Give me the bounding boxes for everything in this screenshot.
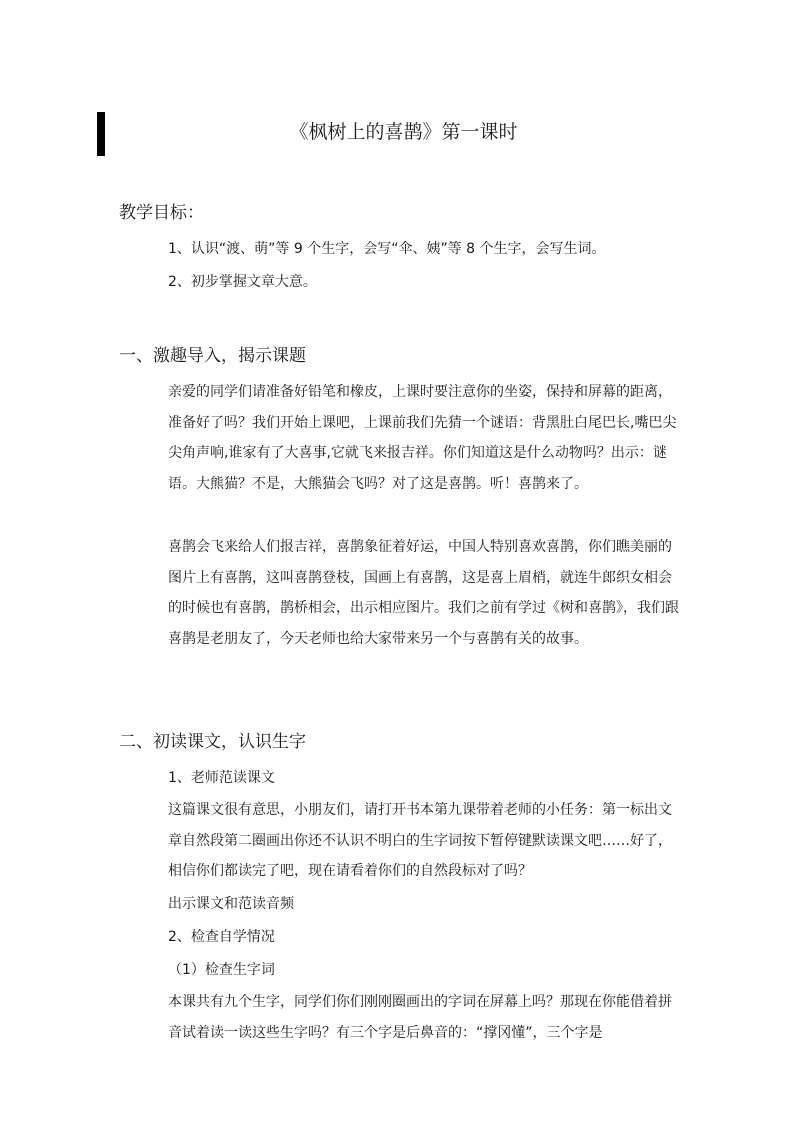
section2-paragraph-2: 本课共有九个生字，同学们你们刚刚圈画出的字词在屏幕上吗？那现在你能借着拼音试着读一读这些生字吗？有三个字是后鼻音的：“撑冈懂”，三个字是 — [168, 994, 672, 1041]
section2-heading: 二、初读课文，认识生字 — [119, 732, 306, 752]
section1-paragraph-2: 喜鹊会飞来给人们报吉祥，喜鹊象征着好运，中国人特别喜欢喜鹊，你们瞧美丽的图片上有喜鹊，这叫喜鹊登枝，国画上有喜鹊，这是喜上眉梢，就连牛郎织女相会的时候也有喜鹊，鹊桥相会，出示相应图片。我们之前有学过《树和喜鹊》，我们跟喜鹊是老朋友了，今天老师也给大家带来另一个与喜鹊有关的故事。 — [168, 539, 679, 647]
goal-item-1: 1、认识“渡、萌”等 9 个生字，会写“伞、姨”等 8 个生字，会写生词。 — [168, 241, 606, 257]
section2-step-2: 2、检查自学情况 — [168, 929, 275, 945]
goal-item-2: 2、初步掌握文章大意。 — [168, 274, 317, 290]
section2-paragraph-1: 这篇课文很有意思，小朋友们，请打开书本第九课带着老师的小任务：第一标出文章自然段第二圈画出你还不认识不明白的生字词按下暂停键默读课文吧……好了，相信你们都读完了吧，现在请看着你们的自然段标对了吗？ — [168, 802, 672, 879]
section1-heading: 一、激趣导入，揭示课题 — [119, 346, 306, 366]
document-title: 《枫树上的喜鹊》第一课时 — [289, 121, 518, 143]
section2-sub-1: （1）检查生字词 — [168, 962, 275, 978]
section2-note: 出示课文和范读音频 — [168, 896, 294, 912]
section1-paragraph-1: 亲爱的同学们请准备好铅笔和橡皮，上课时要注意你的坐姿，保持和屏幕的距离，准备好了吗？我们开始上课吧，上课前我们先猜一个谜语：背黑肚白尾巴长,嘴巴尖尖角声响,谁家有了大喜事,它就飞来报吉祥。你们知道这是什么动物吗？出示：谜语。大熊猫？不是，大熊猫会飞吗？对了这是喜鹊。听！喜鹊来了。 — [168, 384, 677, 492]
goals-heading: 教学目标： — [119, 203, 204, 223]
section2-step-1: 1、老师范读课文 — [168, 770, 275, 786]
